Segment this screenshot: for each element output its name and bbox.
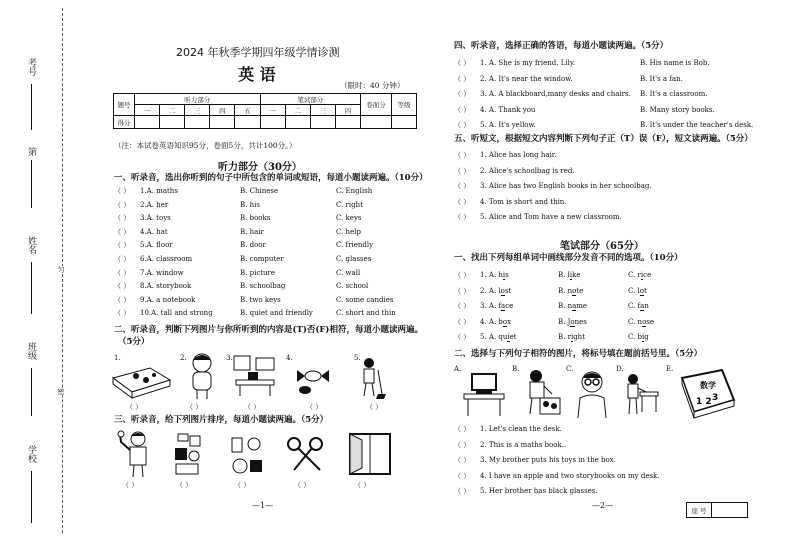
score-cell[interactable] <box>285 116 310 129</box>
underlined-letter: o <box>502 317 508 326</box>
school-line <box>31 471 32 523</box>
score-cell[interactable] <box>260 116 285 129</box>
answer-paren[interactable]: （ ） <box>454 74 471 83</box>
score-th-listening: 听力部分 <box>135 94 261 105</box>
underlined-letter: i <box>570 333 574 342</box>
exam-number-line <box>31 84 32 130</box>
option-b: B. his <box>240 200 260 209</box>
answer-paren[interactable]: （ ） <box>114 309 131 318</box>
word-option: 2. A. lost <box>480 286 512 295</box>
option-b: B. computer <box>240 255 284 263</box>
word-option: B. note <box>558 286 584 295</box>
option-a: 8.A. storybook <box>140 282 192 291</box>
option-c: C. glasses <box>336 255 372 263</box>
score-cell[interactable] <box>335 116 360 129</box>
option-b: B. schoolbag <box>240 282 286 291</box>
answer-paren[interactable]: （ ） <box>176 481 193 489</box>
underlined-letter: o <box>500 286 505 295</box>
answer-paren[interactable]: （ ） <box>114 255 131 263</box>
toys-picture <box>230 436 264 476</box>
option-b: B. It's under the teacher's desk. <box>640 121 754 129</box>
word-option: C. rice <box>628 271 652 279</box>
option-c: C. some candies <box>336 295 394 304</box>
option-c: C. friendly <box>336 241 374 250</box>
option-c: C. school <box>336 282 369 291</box>
picture-number: 2. <box>180 354 187 362</box>
score-th-grade: 等级 <box>392 94 417 116</box>
score-cell[interactable] <box>310 116 335 129</box>
boy-strong-picture <box>118 430 152 478</box>
score-col-w2: 二 <box>285 105 310 116</box>
underlined-letter: i <box>640 271 644 279</box>
underlined-letter: i <box>507 333 510 342</box>
word-option: B. right <box>558 333 586 342</box>
seat-number-label: 座 号 <box>687 503 712 517</box>
score-th-tihao: 题号 <box>114 94 135 116</box>
answer-paren[interactable]: （ ） <box>454 271 471 279</box>
underlined-letter: o <box>572 286 577 295</box>
answer-paren[interactable]: （ ） <box>454 456 471 464</box>
score-cell[interactable] <box>160 116 185 129</box>
statement: 2. This is a maths book.. <box>480 440 567 449</box>
page-number-left: —1— <box>252 501 274 510</box>
word-option: C. big <box>628 333 649 342</box>
clean-desk-picture <box>624 372 660 418</box>
underlined-letter: i <box>569 271 573 279</box>
word-option: C. lot <box>628 286 647 295</box>
class-line <box>31 368 32 416</box>
answer-paren[interactable]: （ ） <box>114 282 131 291</box>
answer-paren[interactable]: （ ） <box>114 200 131 209</box>
school-label: 学校 <box>26 445 36 463</box>
option-b: B. two keys <box>240 295 281 304</box>
answer-paren[interactable]: （ ） <box>454 440 471 449</box>
option-a: 2.A. her <box>140 200 169 209</box>
underlined-letter: a <box>572 302 577 311</box>
score-col-l3: 三 <box>185 105 210 116</box>
option-b: B. Chinese <box>240 187 279 195</box>
score-row-defen: 得分 <box>114 116 135 129</box>
picture-letter: E. <box>666 365 674 373</box>
boy-toys-box-picture <box>518 368 562 418</box>
option-a: 4.A. hat <box>140 227 168 236</box>
word-option: B. name <box>558 302 588 311</box>
exam-number-label: 考号 <box>26 58 36 76</box>
option-a: 10.A. tall and strong <box>140 309 213 318</box>
time-limit: （限时：40 分钟） <box>340 81 405 90</box>
answer-paren[interactable]: （ ） <box>244 403 261 411</box>
statement: 4. Tom is short and thin. <box>480 197 567 206</box>
page-number-right: —2— <box>592 501 614 510</box>
maths-book-picture <box>676 368 738 418</box>
option-c: C. help <box>336 227 361 236</box>
answer-paren[interactable]: （ ） <box>454 90 471 98</box>
answer-paren[interactable]: （ ） <box>114 187 131 195</box>
statement: 2. Alice's schoolbag is red. <box>480 166 575 175</box>
answer-paren[interactable]: （ ） <box>126 403 143 411</box>
answer-paren[interactable]: （ ） <box>454 333 471 342</box>
sec6-heading: 一、找出下列每组单词中画线部分发音不同的选项。（10分） <box>454 253 683 263</box>
sweeping-boy-picture <box>356 356 386 400</box>
seat-number-field[interactable] <box>712 503 747 517</box>
underlined-letter: o <box>639 286 645 295</box>
option-c: C. wall <box>336 268 361 277</box>
computer-desk-picture <box>462 372 506 418</box>
picture-letter: A. <box>454 365 462 373</box>
picture-letter: D. <box>616 365 624 373</box>
score-table <box>113 93 417 129</box>
score-cell[interactable] <box>185 116 210 129</box>
sec5-heading: 五、听短文，根据短文内容判断下列句子正（T）误（F），短文读两遍。（5分） <box>454 134 753 144</box>
seat-number-box <box>686 502 748 518</box>
girl-picture <box>185 352 219 400</box>
answer-paren[interactable]: （ ） <box>454 151 471 159</box>
answer-paren[interactable]: （ ） <box>114 268 131 277</box>
sec2-score: （5分） <box>118 337 150 347</box>
picture-number: 1. <box>114 354 121 362</box>
svg-text:3: 3 <box>712 393 719 403</box>
word-option: 5. A. quiet <box>480 333 517 342</box>
score-cell[interactable] <box>361 116 392 129</box>
window-picture <box>346 432 394 476</box>
candy-picture <box>293 360 333 396</box>
score-cell[interactable] <box>392 116 417 129</box>
word-option: 3. A. face <box>480 302 514 311</box>
answer-paren[interactable]: （ ） <box>234 481 251 489</box>
option-a: 6.A. classroom <box>140 255 193 263</box>
option-a: 4. A. Thank you <box>480 105 536 114</box>
exam-title: 2024 年秋季学期四年级学情诊测 <box>176 46 340 59</box>
picture-letter: B. <box>512 365 520 373</box>
answer-paren[interactable]: （ ） <box>114 214 131 223</box>
word-option: C. nose <box>628 317 655 326</box>
option-a: 1.A. maths <box>140 187 178 195</box>
option-b: B. books <box>240 214 271 223</box>
option-b: B. His name is Bob. <box>640 59 710 67</box>
answer-paren[interactable]: （ ） <box>114 295 131 304</box>
statement: 1. Alice has long hair. <box>480 151 557 159</box>
score-th-neatness: 卷面分 <box>361 94 392 116</box>
score-note: （注：本试卷英语知识95分，卷面5分，共计100分。） <box>114 141 297 150</box>
sec1-heading: 一、听录音，选出你听到的句子中所包含的单词或短语，每道小题读两遍。（10分） <box>114 173 428 183</box>
answer-paren[interactable]: （ ） <box>306 403 323 411</box>
option-b: B. It's a fan. <box>640 74 683 83</box>
sec2-heading: 二、听录音，判断下列图片与你所听到的内容是(T)否(F)相符，每道小题读两遍。 <box>114 325 423 335</box>
picture-number: 5. <box>354 354 361 362</box>
option-b: B. hair <box>240 227 264 236</box>
score-col-l5: 五 <box>235 105 260 116</box>
underlined-letter: o <box>642 317 647 326</box>
option-a: 1. A. She is my friend, Lily. <box>480 59 576 67</box>
option-b: B. door <box>240 241 266 250</box>
subject-title: 英 语 <box>238 65 276 84</box>
score-cell[interactable] <box>135 116 160 129</box>
answer-paren[interactable]: （ ） <box>186 403 203 411</box>
answer-paren[interactable]: （ ） <box>454 166 471 175</box>
statement: 3. Alice has two English books in her schoolbag. <box>480 182 652 190</box>
statement: 5. Alice and Tom have a new classroom. <box>480 213 622 221</box>
word-option: C. fan <box>628 302 649 311</box>
answer-paren[interactable]: （ ） <box>454 59 471 67</box>
option-a: 3. A. A blackboard,many desks and chairs. <box>480 90 631 98</box>
written-title: 笔试部分（65分） <box>560 241 644 252</box>
score-col-w3: 三 <box>310 105 335 116</box>
answer-paren[interactable]: （ ） <box>454 425 471 433</box>
picture-letter: C. <box>566 365 574 373</box>
score-cell[interactable] <box>210 116 235 129</box>
keys-picture <box>286 436 326 476</box>
answer-paren[interactable]: （ ） <box>114 241 131 250</box>
underlined-letter: i <box>642 333 645 342</box>
option-c: C. English <box>336 187 373 195</box>
option-b: B. picture <box>240 268 276 277</box>
option-a: 9.A. a notebook <box>140 295 196 304</box>
answer-paren[interactable]: （ ） <box>454 286 471 295</box>
seat-di-label: 第 <box>26 147 36 156</box>
sec3-heading: 三、听录音，给下列图片排序，每道小题读两遍。（5分） <box>114 415 329 425</box>
word-option: 4. A. box <box>480 317 512 326</box>
binding-mi: 密 <box>57 388 65 395</box>
name-line <box>31 262 32 314</box>
book-stack-picture <box>110 360 172 398</box>
answer-paren[interactable]: （ ） <box>454 105 471 114</box>
answer-paren[interactable]: （ ） <box>454 121 471 129</box>
option-a: 5.A. floor <box>140 241 173 250</box>
option-c: C. short and thin <box>336 309 396 318</box>
word-option: 1. A. his <box>480 271 509 279</box>
answer-paren[interactable]: （ ） <box>454 302 471 311</box>
score-col-l1: 一 <box>135 105 160 116</box>
sec7-heading: 二、选择与下列句子相符的图片，将标号填在题前括号里。（5分） <box>454 349 703 359</box>
answer-paren[interactable]: （ ） <box>294 481 311 489</box>
answer-paren[interactable]: （ ） <box>454 213 471 221</box>
sec4-heading: 四、听录音，选择正确的答语，每道小题读两遍。（5分） <box>454 41 669 51</box>
listening-title: 听力部分（30分） <box>218 162 302 173</box>
class-label: 班级 <box>26 342 36 360</box>
picture-number: 4. <box>286 354 293 362</box>
answer-paren[interactable]: （ ） <box>454 182 471 190</box>
answer-paren[interactable]: （ ） <box>114 227 131 236</box>
option-c: C. keys <box>336 214 362 223</box>
binding-yun: 匀 <box>57 266 65 273</box>
seat-line <box>31 160 32 208</box>
underlined-letter: o <box>570 317 575 326</box>
option-b: B. It's a classroom. <box>640 90 708 98</box>
maths-book-label: 数学 <box>700 381 716 390</box>
score-th-written: 笔试部分 <box>260 94 360 105</box>
statement: 5. Her brother has black glasses. <box>480 487 598 495</box>
answer-paren[interactable]: （ ） <box>122 481 139 489</box>
statement: 4. I have an apple and two storybooks on my desk. <box>480 471 660 480</box>
desk-room-picture <box>232 354 278 398</box>
score-col-w4: 四 <box>335 105 360 116</box>
name-label: 姓名 <box>26 236 36 254</box>
underlined-letter: a <box>501 302 506 311</box>
option-a: 5. A. It's yellow. <box>480 121 536 129</box>
word-option: B. Jones <box>558 317 587 326</box>
option-a: 3.A. toys <box>140 214 171 223</box>
option-c: C. right <box>336 200 363 209</box>
toy-robot-picture <box>172 434 202 476</box>
statement: 3. My brother puts his toys in the box. <box>480 456 616 464</box>
option-a: 2. A. It's near the window. <box>480 74 573 83</box>
statement: 1. Let's clean the desk. <box>480 425 562 433</box>
score-col-l2: 二 <box>160 105 185 116</box>
answer-paren[interactable]: （ ） <box>454 197 471 206</box>
answer-paren[interactable]: （ ） <box>454 487 471 495</box>
option-b: B. quiet and friendly <box>240 309 313 318</box>
underlined-letter: a <box>640 302 645 311</box>
picture-number: 3. <box>226 354 233 362</box>
score-col-l4: 四 <box>210 105 235 116</box>
option-b: B. Many story books. <box>640 105 715 114</box>
answer-paren[interactable]: （ ） <box>354 481 371 489</box>
answer-paren[interactable]: （ ） <box>454 471 471 480</box>
answer-paren[interactable]: （ ） <box>454 317 471 326</box>
underlined-letter: i <box>502 271 506 279</box>
boy-glasses-picture <box>572 370 612 420</box>
answer-paren[interactable]: （ ） <box>366 403 383 411</box>
svg-text:1 2: 1 2 <box>696 397 712 407</box>
option-a: 7.A. window <box>140 268 184 277</box>
word-option: B. like <box>558 271 581 279</box>
score-col-w1: 一 <box>260 105 285 116</box>
score-cell[interactable] <box>235 116 260 129</box>
